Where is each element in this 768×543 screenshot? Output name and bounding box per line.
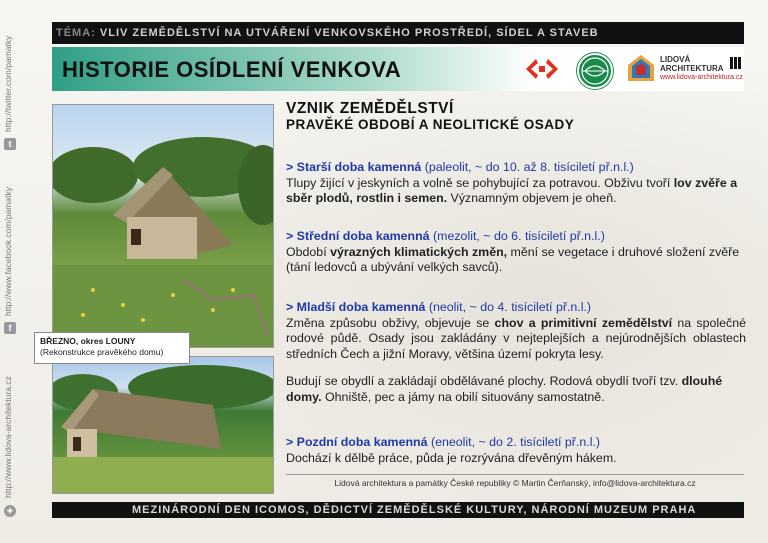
body-bold: chov a primitivní zemědělství [494,315,673,330]
section-eneolit [286,435,746,466]
site-icon[interactable]: ✦ [4,505,16,517]
footer-text: MEZINÁRODNÍ DEN ICOMOS, DĚDICTVÍ ZEMĚDĚLSKÉ KULTURY, NÁRODNÍ MUZEUM PRAHA [132,504,697,516]
body-bold: lov zvěře a sběr plodů, rostlin i semen. [286,175,738,206]
section-body [286,316,746,363]
theme-label: TÉMA: [56,27,96,39]
brand-url[interactable]: www.lidova-architektura.cz [660,74,743,81]
section-heading-bold: > Starší doba kamenná [286,160,422,174]
facebook-link[interactable]: http://www.facebook.com/pamatky [3,187,13,316]
section-heading [286,229,746,245]
body-text: Ohniště, pec a jámy na obilí situovány samostatně. [321,389,605,404]
theme-bar [52,22,744,44]
footer-bar [52,502,744,518]
body-bold: dlouhé domy. [286,374,723,404]
facebook-icon[interactable]: f [4,322,16,334]
brand-line1: LIDOVÁ [660,55,691,64]
section-mezolit [286,229,746,276]
theme-text [56,27,599,39]
body-text: na společné rodové půdě. Osady jsou zakládány v nejteplejších a nejúrodnějších oblastech středních Čech a jižní Moravy, většina území pokryta lesy. [286,315,747,361]
brand-line2: ARCHITEKTURA [660,64,724,73]
section-heading-bold: > Střední doba kamenná [286,229,430,243]
section-heading [286,300,746,316]
section-heading [286,160,746,176]
section-heading-note: (eneolit, ~ do 2. tisíciletí př.n.l.) [427,435,601,449]
article-heading [286,100,746,147]
section-body [286,176,746,207]
site-link[interactable]: http://www.lidova-architektura.cz [3,376,13,498]
caption-note: (Rekonstrukce pravěkého domu) [40,347,164,357]
body-text: Budují se obydlí a zakládají obdělávané plochy. Rodová obydlí tvoří tzv. [286,374,682,389]
section-heading-note: (mezolit, ~ do 6. tisíciletí př.n.l.) [429,229,605,243]
heritage-logo-icon [522,55,562,83]
section-body [286,451,746,467]
reconstructed-house-photo [52,104,274,348]
body-text: Významným objevem je oheň. [447,191,617,206]
section-heading-note: (paleolit, ~ do 10. až 8. tisíciletí př.n.l.) [421,160,634,174]
article-title: VZNIK ZEMĚDĚLSTVÍ [286,100,454,117]
body-text: mění se vegetace i druhové složení zvěře (tání ledovců a ubývání velkých savců). [286,244,740,275]
body-text: Dochází k dělbě práce, půda je rozrývána dřevěným hákem. [286,450,617,465]
photo-caption [34,332,190,364]
body-text: Období [286,244,331,259]
body-text: Tlupy žijící v jeskyních a volně se pohybující za potravou. Obživu tvoří [286,175,674,190]
caption-location: BŘEZNO, okres LOUNY [40,336,136,346]
section-body [286,245,746,276]
body-text: Změna způsobu obživy, objevuje se [286,315,495,330]
page-title: HISTORIE OSÍDLENÍ VENKOVA [62,57,402,82]
globe-logo-icon [577,53,613,89]
house-logo-icon [626,53,656,83]
header-band [52,47,744,91]
section-heading [286,435,746,451]
twitter-link[interactable]: http://twitter.com/pamatky [3,35,13,132]
divider [286,474,744,475]
section-neolit [286,300,746,406]
section-heading-bold: > Pozdní doba kamenná [286,435,428,449]
twitter-icon[interactable]: t [4,138,16,150]
longhouse-photo [52,356,274,494]
qr-code-icon [730,57,742,69]
section-heading-bold: > Mladší doba kamenná [286,300,426,314]
body-bold: výrazných klimatických změn, [330,244,508,259]
section-paleolit [286,160,746,207]
section-body-2 [286,374,746,405]
social-sidebar [0,0,22,543]
credit-line: Lidová architektura a památky České republiky © Martin Čerňanský, info@lidova-architektura.cz [334,478,696,488]
article-subtitle: PRAVĚKÉ OBDOBÍ A NEOLITICKÉ OSADY [286,117,575,132]
theme-title: VLIV ZEMĚDĚLSTVÍ NA UTVÁŘENÍ VENKOVSKÉHO PROSTŘEDÍ, SÍDEL A STAVEB [99,27,599,39]
section-heading-note: (neolit, ~ do 4. tisíciletí př.n.l.) [425,300,592,314]
